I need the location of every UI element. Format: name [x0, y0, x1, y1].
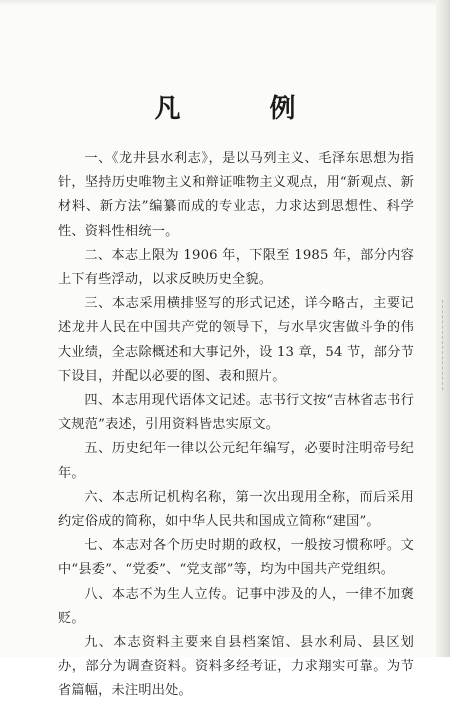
paragraph-8: 八、本志不为生人立传。记事中涉及的人，一律不加褒贬。 [58, 586, 414, 626]
paragraph-1: 一、《龙井县水利志》，是以马列主义、毛泽东思想为指针，坚持历史唯物主义和辩证唯物主义观点，用“新观点、新材料、新方法”编纂而成的专业志，力求达到思想性、科学性、资料性相统一。 [58, 151, 414, 239]
paragraph-2: 二、本志上限为 1906 年，下限至 1985 年，部分内容上下有些浮动，以求反映历史全貌。 [58, 247, 414, 288]
scan-shadow-top [0, 0, 450, 6]
paragraph-7: 七、本志对各个历史时期的政权，一般按习惯称呼。文中“县委”、“党委”、“党支部”等，均为中国共产党组织。 [58, 538, 414, 578]
page-title: 凡 例 [154, 94, 336, 124]
paragraph-4: 四、本志用现代语体文记述。志书行文按“吉林省志书行文规范”表述，引用资料皆忠实原文。 [58, 393, 414, 433]
scan-margin-mark [442, 300, 449, 390]
paragraph-6: 六、本志所记机构名称，第一次出现用全称，而后采用约定俗成的简称，如中华人民共和国成立简称“建国”。 [58, 489, 414, 530]
document-body [58, 147, 414, 704]
paragraph-5: 五、历史纪年一律以公元纪年编写，必要时注明帝号纪年。 [58, 441, 414, 481]
paragraph-3: 三、本志采用横排竖写的形式记述，详今略古，主要记述龙井人民在中国共产党的领导下，与水旱灾害做斗争的伟大业绩，全志除概述和大事记外，设 13 章，54 节，部分节下设目，并配以必要的图、表和照片。 [58, 296, 414, 384]
paragraph-9: 九、本志资料主要来自县档案馆、县水利局、县区划办，部分为调查资料。资料多经考证，力求翔实可靠。为节省篇幅，未注明出处。 [58, 635, 414, 699]
